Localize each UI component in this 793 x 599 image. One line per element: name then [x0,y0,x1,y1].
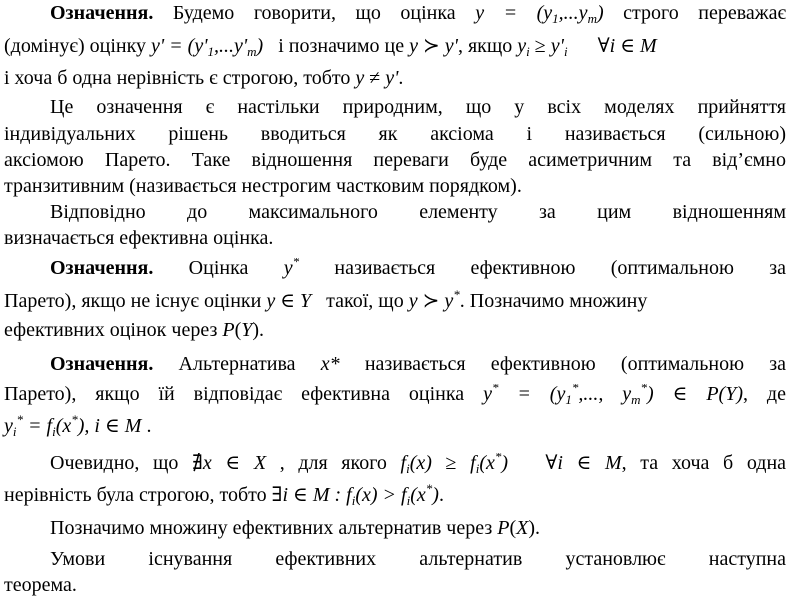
def2-line3: ефективних оцінок через P(Y). [4,319,265,341]
pareto-line1: Це означення є настільки природним, що у всіх моделях прийняття [50,97,786,118]
formula-x-star: x* [320,354,340,375]
pareto-line2: індивідуальних рішень вводиться як аксіома і називається (сильною) [4,124,786,145]
pareto-line3: аксіомою Парето. Таке відношення переваги буде асиметричним та від’ємно [4,150,786,171]
theorem-line2: теорема. [4,574,77,596]
definition-heading: Означення. [50,354,154,375]
def2-line2: Парето), якщо не існує оцінки y ∈ Y такої, що y ≻ y*. Позначимо множину [4,287,648,312]
max-line2: визначається ефективна оцінка. [4,227,274,249]
formula-P-X: P(X) [497,517,536,539]
formula-y-star-in-P: $y^* = (y_1^*$,..., $y_m^*$) ∈ P(Y) [483,384,743,407]
pareto-line4: транзитивним (називається нестрогим частковим порядком). [4,175,522,197]
set-line: Позначимо множину ефективних альтернатив через P(X). [50,517,541,539]
def1-line1: Означення. Будемо говорити, що оцінка $y = (y_1,...y_m)$ строго переважає [50,3,786,26]
formula-y: $y = (y_1,...y_m)$ [475,3,604,26]
formula-y-neq: y ≠ y' [355,67,399,89]
theorem-line1: Умови існування ефективних альтернатив установлює наступна [50,549,786,570]
formula-y-star-i: $y_i^* = f_i(x^*)$, i ∈ M [4,412,142,439]
formula-y-dominates: y ≻ y' [409,35,458,57]
definition-heading: Означення. [50,258,154,279]
def3-line1: Означення. Альтернатива x* називається ефективною (оптимальною за [50,354,786,375]
def2-line1: Означення. Оцінка y* називається ефективною (оптимальною за [50,258,786,279]
def3-line3: $y_i^* = f_i(x^*)$, i ∈ M . [4,412,152,439]
formula-y-prime: $y' = (y'_1,...y'_m)$ [151,35,264,59]
formula-exists-strict: ∃i ∈ M : $f_i(x) > f_i(x^*)$ [271,481,439,508]
max-line1: Відповідно до максимального елементу за цим відношенням [50,202,786,223]
formula-f-geq: $f_i(x) \ge f_i(x^*)$ [400,453,509,476]
def1-line2: (домінує) оцінку $y' = (y'_1,...y'_m)$ і позначимо це y ≻ y', якщо $y_i \ge y'_i$ ∀i ∈ M [4,35,657,59]
formula-forall-i-2: ∀i ∈ M [545,453,622,474]
definition-heading: Означення. [50,3,154,24]
formula-y-in-Y: y ∈ Y [266,290,312,312]
def1-line3: і хоча б одна нерівність є строгою, тобто y ≠ y'. [4,67,404,89]
formula-forall-i: ∀i ∈ M [597,35,657,57]
formula-P-Y: P(Y) [222,319,260,341]
formula-y-star: y* [283,258,300,279]
obvious-line2: нерівність була строгою, тобто ∃i ∈ M : $f_i(x) > f_i(x^*)$. [4,481,444,508]
formula-y-dominates-ystar: y ≻ y* [408,287,460,312]
def3-line2: Парето), якщо їй відповідає ефективна оцінка $y^* = (y_1^*$,..., $y_m^*$) ∈ P(Y), де [4,384,786,407]
formula-component-ineq: $y_i \ge y'_i$ [517,35,568,59]
obvious-line1: Очевидно, що ∄x ∈ X , для якого $f_i(x) \ge f_i(x^*)$ ∀i ∈ M, та хоча б одна [50,453,786,476]
formula-not-exists-x: ∄x ∈ X [192,453,267,474]
